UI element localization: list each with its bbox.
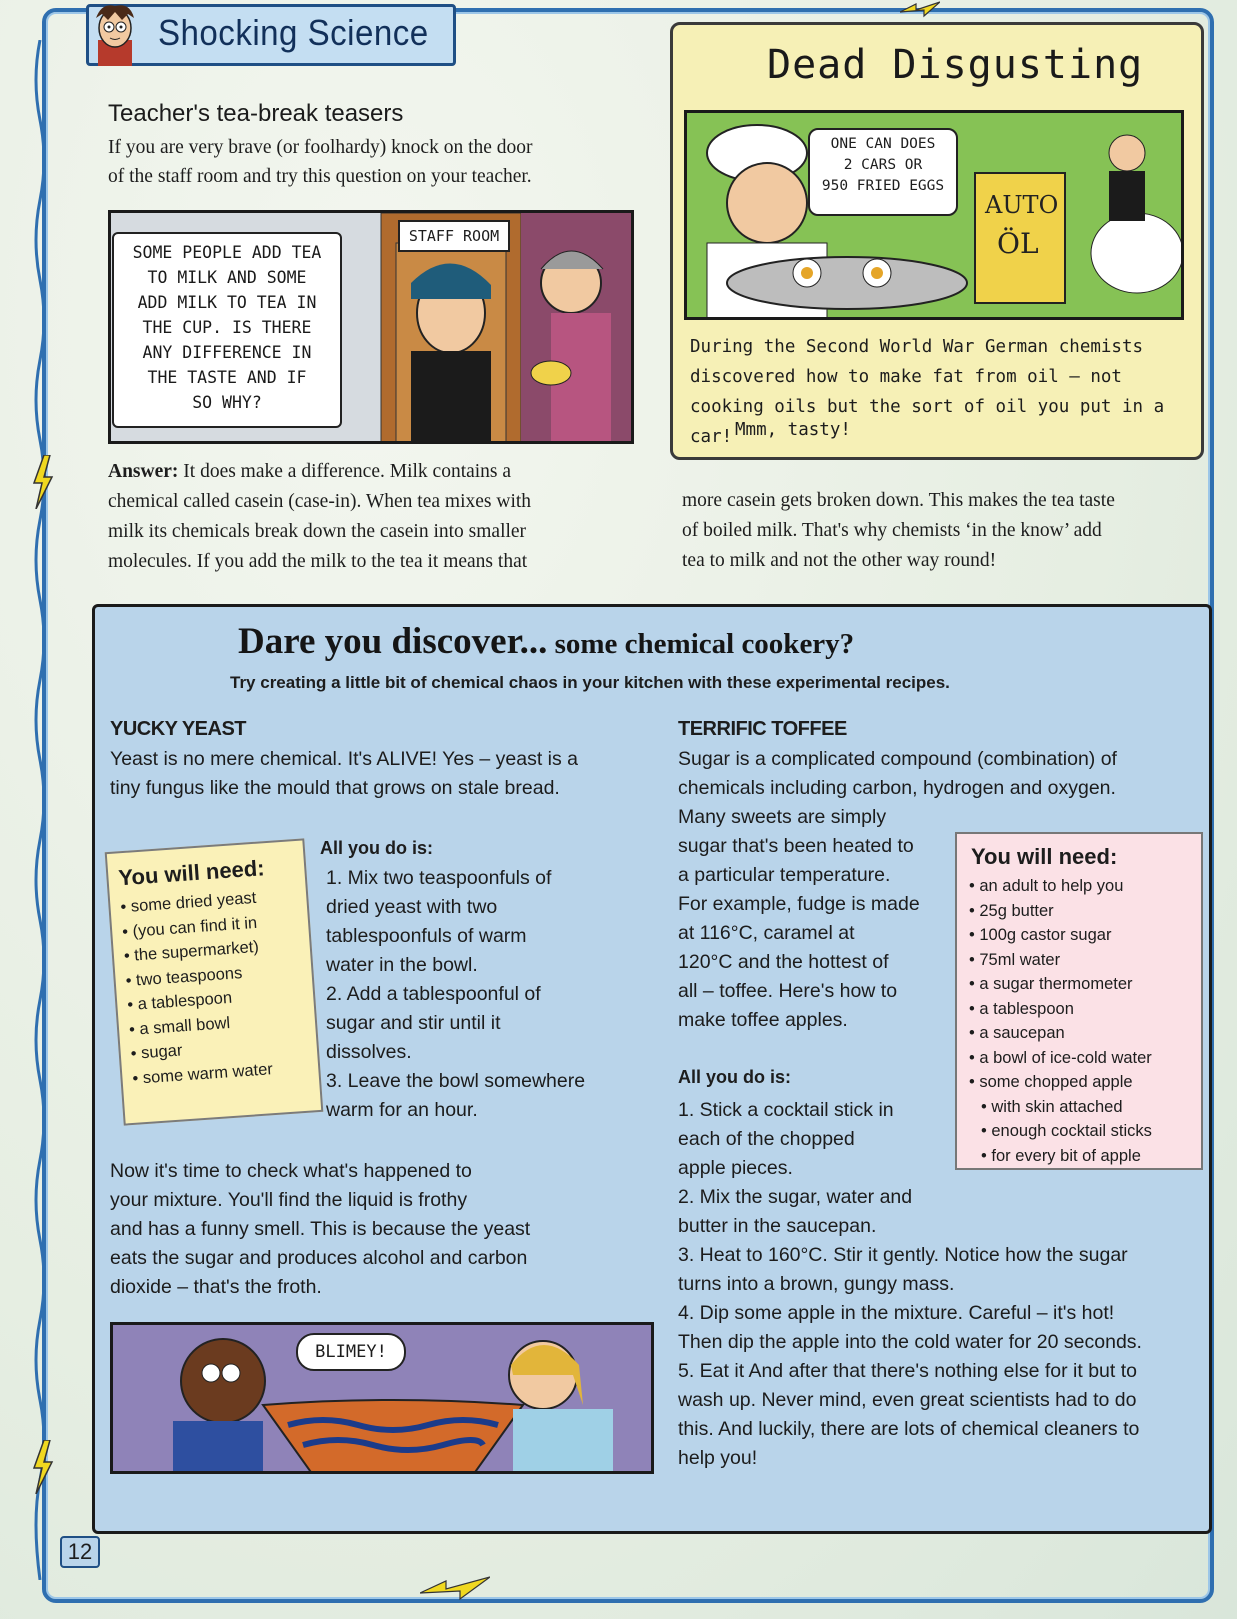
teaser-answer: Answer: It does make a difference. Milk contains a chemical called casein (case-in). When tea mixes with milk its chemicals break down the casein into smaller molecules. If you add the milk to the tea it means that — [108, 461, 532, 572]
teaser-answer-continued: more casein gets broken down. This makes the tea taste of boiled milk. That's why chemists ‘in the know’ add tea to milk and not the other way round! — [682, 490, 1115, 571]
yeast-all-you-do: All you do is: — [320, 838, 434, 858]
can-label-auto: AUTO — [985, 191, 1059, 219]
teaser-intro: If you are very brave (or foolhardy) knock on the door of the staff room and try this question on your teacher. — [108, 137, 533, 187]
lightning-bolt-icon — [900, 0, 940, 22]
toffee-steps: 1. Stick a cocktail stick in each of the chopped apple pieces. 2. Mix the sugar, water and butter in the saucepan. 3. Heat to 160°C. Stir it gently. Notice how the sugar turns into a brown, gungy mass. 4. Dip some apple in the mixture. Careful – it's hot! Then dip the apple into the cold water for 20 seconds. 5. Eat it And after that there's nothing else for it but to wash up. Never mind, even great scientists had to do this. And luckily, there are lots of chemical cleaners to help you! — [678, 1099, 1142, 1469]
dead-disgusting-text: During the Second World War German chemists discovered how to make fat from oil – not cooking oils but the sort of oil you put in a car! — [690, 337, 1165, 447]
lightning-bolt-icon — [30, 1440, 56, 1494]
wavy-border-decoration — [30, 40, 50, 1580]
dare-title: Dare you discover... some chemical cookery? — [238, 621, 855, 662]
toffee-you-will-need: You will need: • an adult to help you • 25g butter • 100g castor sugar • 75ml water • a sugar thermometer • a tablespoon • a saucepan • a bowl of ice-cold water • some chopped apple • with skin attached • enough cocktail sticks • for every bit of apple — [955, 832, 1203, 1170]
toffee-heading: TERRIFIC TOFFEE — [678, 718, 847, 740]
blimey-speech-bubble: BLIMEY! — [296, 1333, 406, 1371]
dead-disgusting-tasty: Mmm, tasty! — [735, 420, 851, 440]
page-number: 12 — [60, 1536, 100, 1568]
dare-subtitle: Try creating a little bit of chemical chaos in your kitchen with these experimental recipes. — [230, 673, 950, 692]
scientist-avatar-icon — [82, 0, 148, 66]
toffee-intro: Sugar is a complicated compound (combination) of chemicals including carbon, hydrogen and oxygen. Many sweets are simply sugar that's been heated to a particular temperature. For example, fudge is made at 116°C, caramel at 120°C and the hottest of all – toffee. Here's how to make toffee apples. — [678, 748, 1117, 1031]
toffee-all-you-do: All you do is: — [678, 1067, 792, 1087]
teaser-heading: Teacher's tea-break teasers — [108, 100, 404, 127]
lightning-bolt-icon — [420, 1575, 490, 1605]
teaser-speech-bubble: SOME PEOPLE ADD TEA TO MILK AND SOME ADD MILK TO TEA IN THE CUP. IS THERE ANY DIFFERENCE IN THE TASTE AND IF SO WHY? — [112, 232, 342, 428]
yeast-steps: 1. Mix two teaspoonfuls of dried yeast with two tablespoonfuls of warm water in the bowl. 2. Add a tablespoonful of sugar and stir until it dissolves. 3. Leave the bowl somewhere warm for an hour. — [326, 867, 586, 1121]
yeast-heading: YUCKY YEAST — [110, 718, 247, 740]
yeast-you-will-need: You will need: • some dried yeast • (you can find it in • the supermarket) • two teaspoons • a tablespoon • a small bowl • sugar • some warm water — [105, 838, 324, 1125]
yeast-intro: Yeast is no mere chemical. It's ALIVE! Yes – yeast is a tiny fungus like the mould that grows on stale bread. — [110, 748, 578, 799]
section-title: Shocking Science — [158, 12, 429, 53]
yeast-result: Now it's time to check what's happened to your mixture. You'll find the liquid is frothy and has a funny smell. This is because the yeast eats the sugar and produces alcohol and carbon dioxide – that's the froth. — [110, 1160, 531, 1298]
staff-room-sign: STAFF ROOM — [398, 220, 510, 252]
lightning-bolt-icon — [30, 455, 56, 509]
oil-speech-bubble: ONE CAN DOES 2 CARS OR 950 FRIED EGGS — [808, 128, 958, 216]
dead-disgusting-title: Dead Disgusting — [767, 42, 1144, 88]
can-label-ol: ÖL — [997, 227, 1039, 260]
